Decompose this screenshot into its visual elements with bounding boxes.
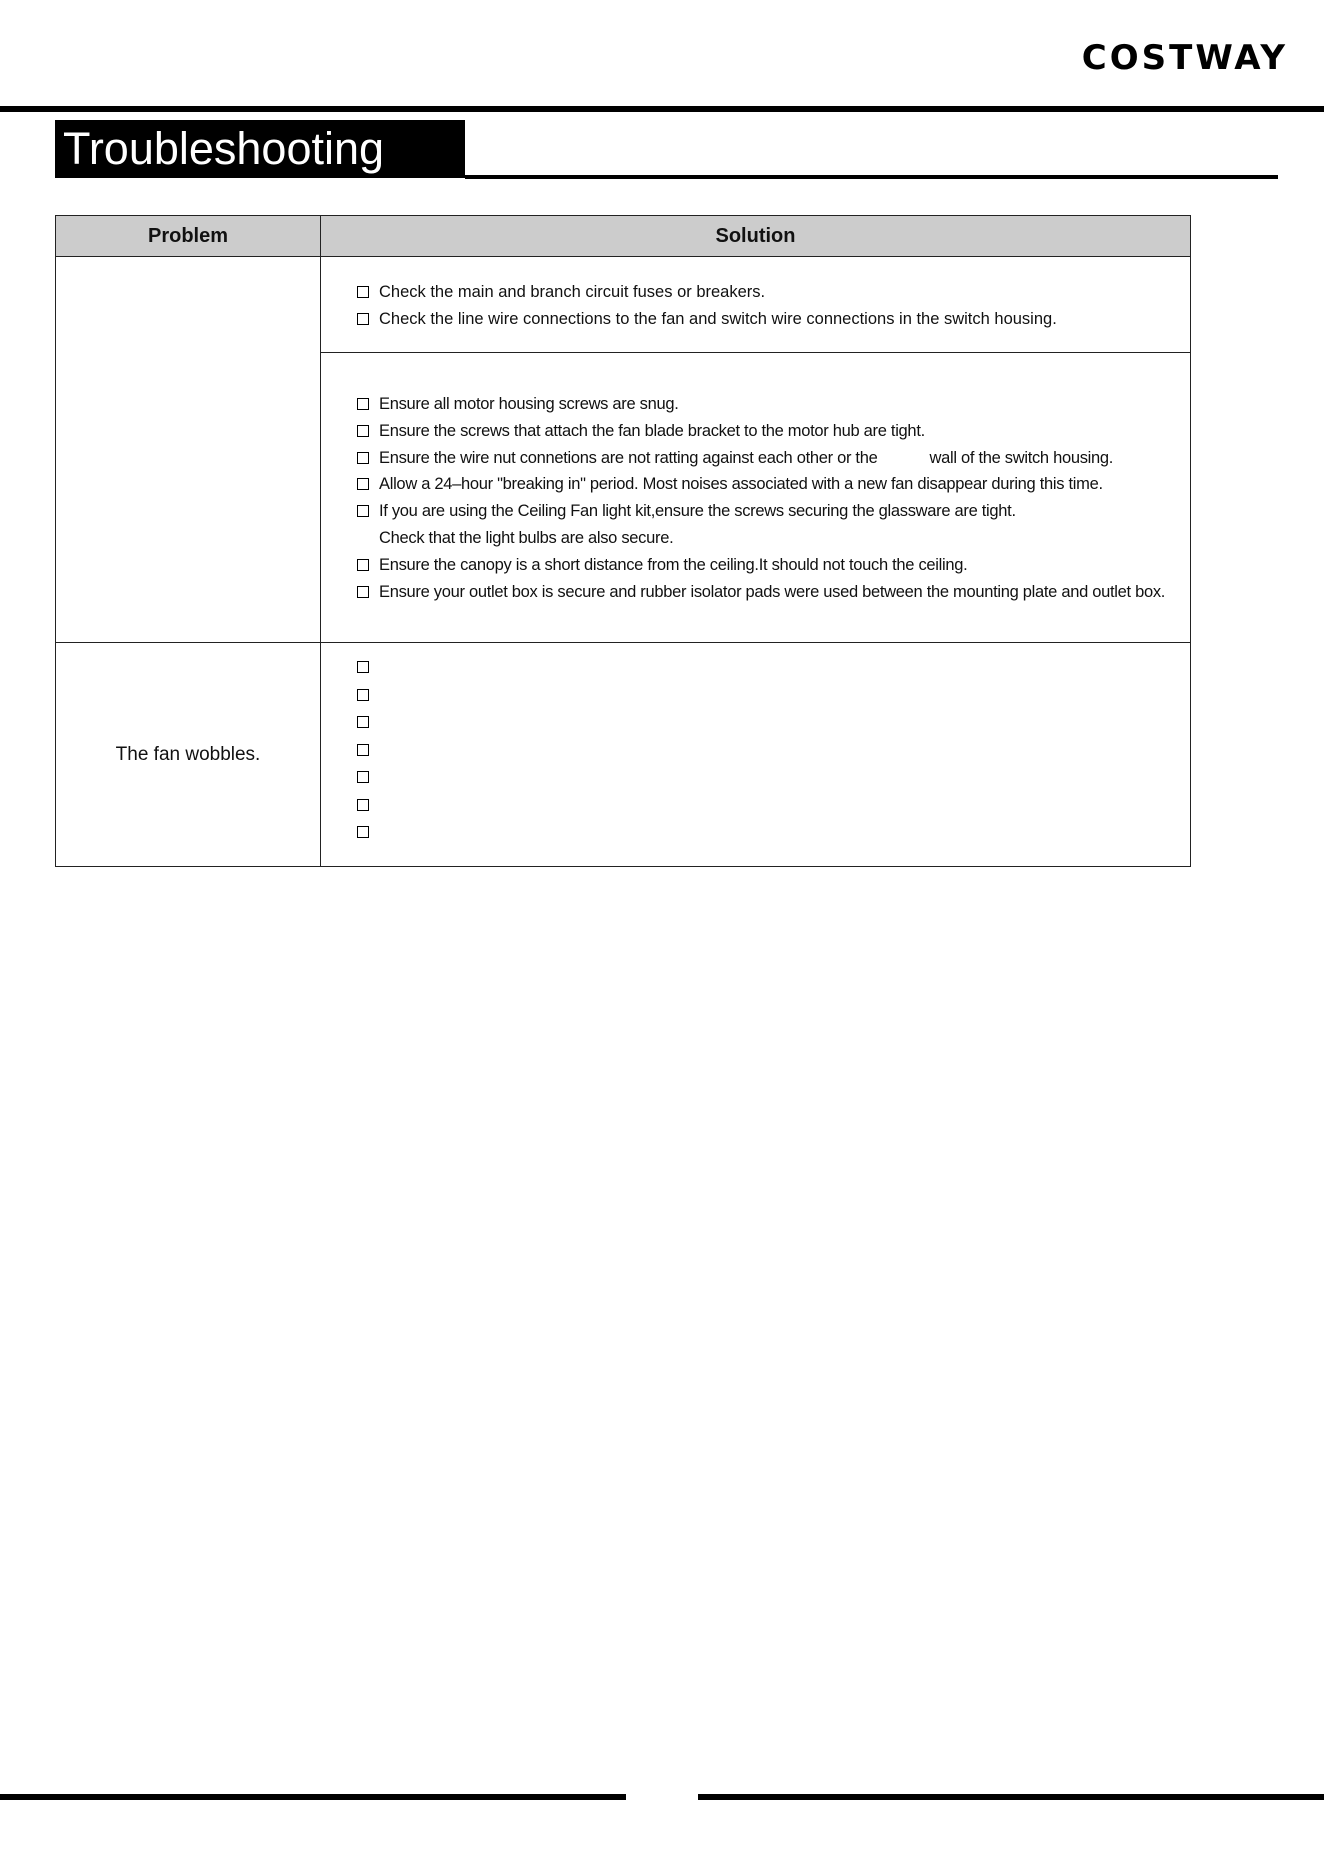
solution-item: [357, 763, 1182, 791]
solution-item: Check the main and branch circuit fuses or breakers.: [357, 279, 1182, 306]
checkbox-icon: [357, 744, 369, 756]
problem-cell: [56, 257, 321, 643]
solution-item: [357, 791, 1182, 819]
solution-item: [357, 818, 1182, 846]
checkbox-icon: [357, 398, 369, 410]
solution-item-continuation: Check that the light bulbs are also secure.: [379, 528, 674, 547]
problem-cell: The fan wobbles.: [56, 643, 321, 867]
checkbox-icon: [357, 425, 369, 437]
checkbox-icon: [357, 313, 369, 325]
table-row: [56, 257, 1191, 353]
solution-cell: [321, 257, 1191, 353]
footer-rule-right: [698, 1794, 1324, 1800]
page-title: Troubleshooting: [55, 120, 465, 178]
checkbox-icon: [357, 689, 369, 701]
solution-item: [357, 736, 1182, 764]
title-underline: [465, 175, 1278, 179]
solution-column-header: Solution: [321, 216, 1191, 257]
header-rule: [0, 106, 1324, 112]
solution-item: Ensure the canopy is a short distance from the ceiling.It should not touch the ceiling.: [357, 552, 1182, 579]
solution-cell: [321, 353, 1191, 643]
checkbox-icon: [357, 799, 369, 811]
checkbox-icon: [357, 452, 369, 464]
checkbox-icon: [357, 478, 369, 490]
problem-column-header: Problem: [56, 216, 321, 257]
solution-item: Ensure your outlet box is secure and rubber isolator pads were used between the mounting plate and outlet box.: [357, 579, 1182, 606]
checkbox-icon: [357, 771, 369, 783]
troubleshooting-table: [55, 215, 1191, 867]
checkbox-icon: [357, 559, 369, 571]
solution-item: [357, 708, 1182, 736]
brand-logo: COSTWAY: [1081, 38, 1288, 78]
solution-cell: [321, 643, 1191, 867]
solution-item: Ensure all motor housing screws are snug.: [357, 391, 1182, 418]
solution-item: If you are using the Ceiling Fan light kit,ensure the screws securing the glassware are tight.: [357, 498, 1182, 525]
footer-rule-left: [0, 1794, 626, 1800]
table-header-row: [56, 216, 1191, 257]
checkbox-icon: [357, 716, 369, 728]
checkbox-icon: [357, 826, 369, 838]
solution-item: Ensure the wire nut connetions are not ratting against each other or the wall of the switch housing.: [357, 445, 1182, 472]
checkbox-icon: [357, 661, 369, 673]
checkbox-icon: [357, 505, 369, 517]
solution-item: Ensure the screws that attach the fan blade bracket to the motor hub are tight.: [357, 418, 1182, 445]
solution-item: [357, 681, 1182, 709]
solution-item: Allow a 24–hour "breaking in" period. Most noises associated with a new fan disappear during this time.: [357, 471, 1182, 498]
table-row: [56, 643, 1191, 867]
checkbox-icon: [357, 586, 369, 598]
checkbox-icon: [357, 286, 369, 298]
solution-item: Check the line wire connections to the fan and switch wire connections in the switch housing.: [357, 306, 1182, 333]
solution-item: [357, 653, 1182, 681]
